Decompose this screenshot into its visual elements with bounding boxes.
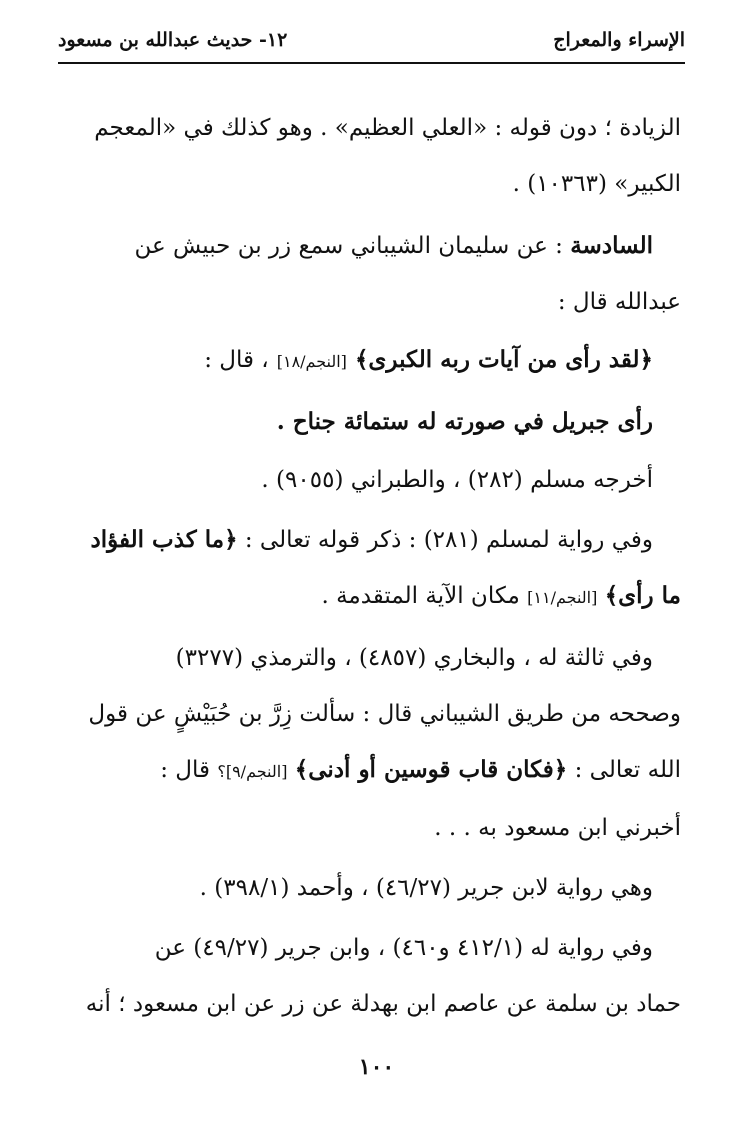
p2-line-1 — [48, 218, 681, 274]
p5-line-3-plain: الله تعالى : — [574, 757, 681, 783]
quote-1-ref: [النجم/١٨] — [276, 352, 347, 371]
p4-line-2 — [48, 568, 681, 626]
p4-line-1 — [48, 512, 681, 568]
paragraph-6: وهي رواية لابن جرير (٤٦/٢٧) ، وأحمد (٣٩٨/١) . — [199, 875, 653, 901]
sixth-heading: السادسة — [570, 232, 653, 259]
paragraph-5 — [48, 630, 681, 856]
paragraph-3: أخرجه مسلم (٢٨٢) ، والطبراني (٩٠٥٥) . — [261, 467, 653, 493]
p5-line-4: أخبرني ابن مسعود به . . . — [434, 815, 681, 841]
header-chapter-title: ١٢- حديث عبدالله بن مسعود — [58, 29, 288, 51]
p7-line-2: حماد بن سلمة عن عاصم ابن بهدلة عن زر عن ابن مسعود ؛ أنه — [85, 991, 681, 1017]
paragraph-1 — [48, 100, 681, 212]
p1-line-1: الزيادة ؛ دون قوله : «العلي العظيم» . وهو كذلك في «المعجم — [94, 115, 681, 141]
p5-line-2: وصححه من طريق الشيباني قال : سألت زِرَّ بن حُبَيْشٍ عن قول — [88, 701, 681, 727]
p5-line-1: وفي ثالثة له ، والبخاري (٤٨٥٧) ، والترمذي (٣٢٧٧) — [175, 645, 653, 671]
p4-line-2-rest: مكان الآية المتقدمة . — [321, 583, 520, 609]
running-header — [58, 18, 685, 64]
paragraph-4 — [48, 512, 681, 626]
p7-line-1: وفي رواية له (٤١٢/١ و٤٦٠) ، وابن جرير (٤٩/٢٧) عن — [154, 935, 653, 961]
p5-line-3 — [48, 742, 681, 800]
p5-line-3-bold: ﴿فكان قاب قوسين أو أدنى﴾ — [294, 756, 568, 783]
paragraph-2 — [48, 218, 681, 330]
p1-line-2: الكبير» (١٠٣٦٣) . — [512, 171, 681, 197]
p4-line-2-ref: [النجم/١١] — [527, 588, 598, 607]
p4-line-1-bold: ﴿ما كذب الفؤاد — [90, 526, 238, 553]
page-number: ١٠٠ — [358, 1054, 395, 1080]
quote-1-text: ﴿لقد رأى من آيات ربه الكبرى﴾ — [354, 346, 653, 373]
p2-line-1-rest: : عن سليمان الشيباني سمع زر بن حبيش عن — [134, 233, 563, 259]
quote-1-tail: ، قال : — [204, 347, 269, 373]
quote-2: رأى جبريل في صورته له ستمائة جناح . — [276, 408, 653, 435]
p5-line-3-tail: قال : — [160, 757, 211, 783]
page-body — [48, 100, 681, 1032]
paragraph-7 — [48, 920, 681, 1032]
p4-line-2-bold: ما رأى﴾ — [604, 582, 681, 609]
p2-line-2: عبدالله قال : — [557, 289, 681, 315]
header-book-title: الإسراء والمعراج — [553, 29, 685, 51]
quran-quote-1 — [48, 330, 681, 392]
p5-line-3-ref: [النجم/٩]؟ — [217, 762, 288, 781]
p4-line-1-plain: وفي رواية لمسلم (٢٨١) : ذكر قوله تعالى : — [244, 527, 653, 553]
